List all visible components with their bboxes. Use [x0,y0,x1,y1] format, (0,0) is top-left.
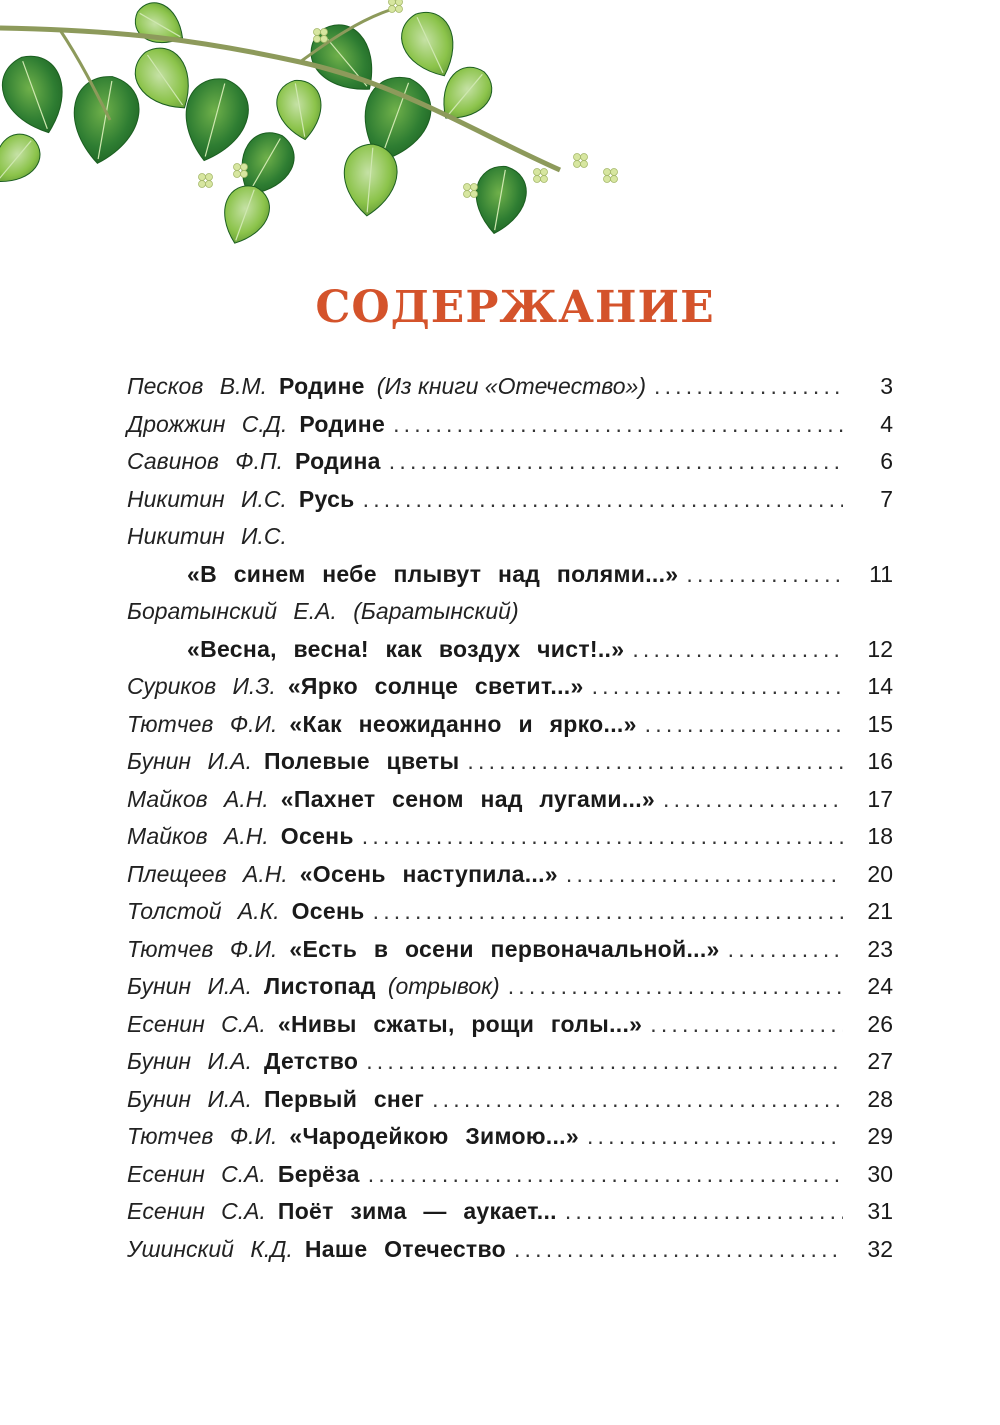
leaf-shape [0,125,49,194]
toc-author: Бунин И.А. [127,1048,253,1074]
blossom-dot [464,191,471,198]
toc-entry [127,556,893,594]
toc-work-title: Листопад [264,973,376,999]
blossom-dot [471,184,478,191]
toc-author: Есенин С.А. [127,1160,266,1187]
dot-leader [686,556,843,594]
dot-leader [728,931,843,969]
blossom-dot [199,181,206,188]
dot-leader [373,893,843,931]
toc-work-title: Берёза [277,1160,360,1187]
leaf-shape [0,47,76,142]
toc-entry [127,1156,893,1194]
toc-work-title: Родине [279,373,365,399]
dot-leader [368,1156,843,1194]
toc-entry [127,856,893,894]
toc-author: Песков В.М. [127,373,268,399]
toc-work-note: (отрывок) [387,973,500,999]
toc-work-title: «Как неожиданно и ярко...» [289,710,637,737]
toc-page-number: 3 [880,373,893,399]
toc-work-title: «Чародейкою Зимою...» [289,1123,579,1149]
blossom-dot [206,174,213,181]
toc-author: Майков А.Н. [127,785,269,812]
toc-work-title: Детство [264,1048,359,1074]
blossom-dot [234,164,241,171]
dot-leader [363,481,843,519]
toc-entry [127,968,893,1006]
blossom-dot [234,171,241,178]
dot-leader [592,668,843,706]
toc-author: Бунин И.А. [127,748,253,774]
toc-author: Суриков И.З. [127,673,276,699]
toc-author: Никитин И.С. [127,485,287,512]
toc-page-number: 30 [867,1160,893,1187]
blossom-dot [471,191,478,198]
toc-author: Тютчев Ф.И. [127,710,278,737]
toc-page-number: 20 [867,860,893,887]
toc-entry [127,668,893,706]
toc-author: Бунин И.А. [127,973,253,999]
toc-page-number: 23 [867,935,893,962]
page-title: СОДЕРЖАНИЕ [315,282,715,333]
toc-author: Савинов Ф.П. [127,448,284,474]
toc-work-note: (Из книги «Отечество») [376,373,646,399]
blossom-dot [604,169,611,176]
toc-entry [127,518,893,556]
linden-branch-illustration [0,0,660,250]
dot-leader [566,856,843,894]
toc-work-title: Поёт зима — аукает... [277,1198,557,1224]
toc-work-title: Наше Отечество [304,1235,506,1262]
dot-leader [508,968,843,1006]
toc-page-number: 12 [867,635,893,662]
toc-page-number: 32 [867,1235,893,1262]
toc-work-title: «В синем небе плывут над полями...» [187,560,679,587]
toc-work-title: «Пахнет сеном над лугами...» [280,785,656,812]
toc-entry [127,893,893,931]
toc-entry [127,1118,893,1156]
dot-leader [650,1006,843,1044]
toc-author: Тютчев Ф.И. [127,1123,278,1149]
toc-page-number: 21 [867,898,893,924]
toc-page-number: 31 [867,1198,893,1224]
toc-entry [127,1081,893,1119]
toc-work-title: Родине [299,410,386,437]
blossom-dot [389,0,396,6]
toc-work-title: Полевые цветы [264,748,460,774]
toc-entry [127,443,893,481]
blossom-dot [321,29,328,36]
toc-work-title: «Весна, весна! как воздух чист!..» [187,635,625,662]
blossom-dot [199,174,206,181]
blossom-dot [314,36,321,43]
blossom-dot [534,176,541,183]
toc-page-number: 26 [867,1010,893,1037]
toc-page-number: 15 [867,710,893,737]
toc-entry [127,1006,893,1044]
table-of-contents [127,368,893,1268]
blossom-dot [541,176,548,183]
blossom-dot [464,184,471,191]
toc-entry [127,1231,893,1269]
toc-entry [127,406,893,444]
toc-page-number: 6 [880,448,893,474]
toc-page-number: 14 [867,673,893,699]
dot-leader [432,1081,843,1119]
toc-page-number: 18 [867,823,893,849]
toc-author: Ушинский К.Д. [127,1235,293,1262]
toc-work-title: «Есть в осени первоначальной...» [289,935,720,962]
toc-page-number: 27 [867,1048,893,1074]
toc-entry [127,1043,893,1081]
toc-entry [127,706,893,744]
blossom-dot [581,154,588,161]
toc-work-title: «Нивы сжаты, рощи голы...» [277,1010,643,1037]
toc-work-title: «Ярко солнце светит...» [287,673,584,699]
toc-author: Есенин С.А. [127,1010,266,1037]
blossom-dot [396,6,403,13]
blossom-dot [541,169,548,176]
dot-leader [366,1043,843,1081]
toc-page-number: 11 [869,560,893,587]
blossom-dot [581,161,588,168]
blossom-dot [534,169,541,176]
toc-author: Дрожжин С.Д. [127,410,288,437]
dot-leader [645,706,843,744]
dot-leader [654,368,843,406]
blossom-dot [611,176,618,183]
dot-leader [362,818,843,856]
toc-author: Тютчев Ф.И. [127,935,278,962]
toc-author: Никитин И.С. [127,523,287,549]
toc-work-title: «Осень наступила...» [299,860,558,887]
toc-author: Плещеев А.Н. [127,860,288,887]
dot-leader [467,743,843,781]
blossom-dot [314,29,321,36]
toc-page-number: 7 [880,485,893,512]
dot-leader [565,1193,843,1231]
dot-leader [393,406,843,444]
toc-work-title: Русь [298,485,355,512]
toc-page-number: 28 [867,1085,893,1112]
toc-entry [127,631,893,669]
toc-entry [127,481,893,519]
blossom-dot [396,0,403,6]
blossom-dot [241,171,248,178]
blossom-dot [574,154,581,161]
toc-author: Боратынский Е.А. (Баратынский) [127,598,519,624]
toc-page-number: 29 [867,1123,893,1149]
toc-work-title: Родина [295,448,381,474]
toc-work-title: Первый снег [264,1085,425,1112]
blossom-dot [206,181,213,188]
blossom-dot [321,36,328,43]
toc-entry [127,818,893,856]
blossom-dot [604,176,611,183]
toc-page-number: 16 [867,748,893,774]
toc-page-number: 4 [880,410,893,437]
toc-page-number: 17 [867,785,893,812]
dot-leader [632,631,843,669]
blossom-dot [611,169,618,176]
blossom-dot [389,6,396,13]
toc-entry [127,593,893,631]
dot-leader [514,1231,843,1269]
toc-work-title: Осень [291,898,365,924]
toc-work-title: Осень [280,823,354,849]
toc-entry [127,743,893,781]
toc-page-number: 24 [867,973,893,999]
dot-leader [587,1118,843,1156]
toc-entry [127,1193,893,1231]
toc-author: Бунин И.А. [127,1085,253,1112]
dot-leader [389,443,843,481]
toc-author: Толстой А.К. [127,898,280,924]
toc-author: Есенин С.А. [127,1198,266,1224]
toc-entry [127,781,893,819]
toc-entry [127,368,893,406]
blossom-dot [574,161,581,168]
blossom-dot [241,164,248,171]
toc-author: Майков А.Н. [127,823,269,849]
toc-entry [127,931,893,969]
dot-leader [663,781,843,819]
leaf-shape [128,0,192,54]
